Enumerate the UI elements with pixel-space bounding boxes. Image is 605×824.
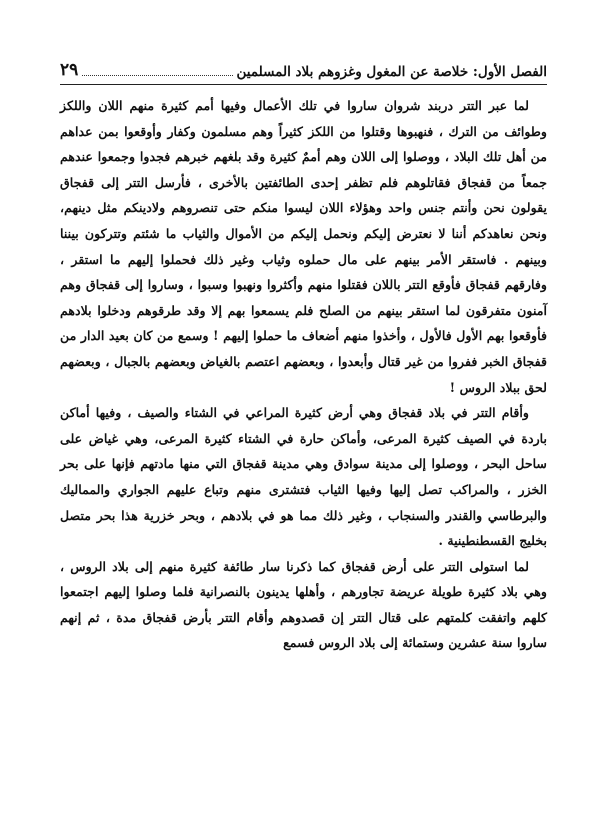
paragraph: لما استولى التتر على أرض قفجاق كما ذكرنا سار طائفة كثيرة منهم إلى بلاد الروس ، وهي بلاد كثيرة طويلة عريضة تجاورهم ، وأهلها يدينون بالنصرانية فلما وصلوا إليهم اجتمعوا كلهم واتفقت كلمتهم على قتال التتر إن قصدوهم وأقام التتر بأرض قفجاق مدة ، ثم إنهم ساروا سنة عشرين وستمائة إلى بلاد الروس فسمع: [60, 558, 547, 651]
paragraph: لما عبر التتر دربند شروان ساروا في تلك الأعمال وفيها أمم كثيرة منهم اللان واللكز وطوائف من الترك ، فنهبوها وقتلوا من اللكز كثيراً وهم مسلمون وكفار وأوقعوا بمن عداهم من أهل تلك البلاد ، ووصلوا إلى اللان وهم أممٌ كثيرة وقد بلغهم خبرهم فجدوا وجمعوا عندهم جمعاً من قفجاق فقاتلوهم فلم تظفر إحدى الطائفتين بالأخرى ، فأرسل التتر إلى قفجاق يقولون نحن وأنتم جنس واحد وهؤلاء اللان ليسوا منكم حتى تنصروهم ولادينكم مثل دينهم، ونحن نعاهدكم أننا لا نعترض إليكم ونحمل إليكم من الأموال والثياب ما شئتم وتتركون بيننا وبينهم . فاستقر الأمر بينهم على مال حملوه وثياب وغير ذلك فحملوا إليهم ما استقر ، وفارقهم قفجاق فأوقع التتر باللان فقتلوا منهم وأكثروا ونهبوا وسبوا ، وساروا إلى قفجاق وهم آمنون متفرقون لما استقر بينهم من الصلح فلم يسمعوا بهم إلا وقد طرقوهم ودخلوا بلادهم فأوقعوا بهم الأول فالأول ، وأخذوا منهم أضعاف ما حملوا إليهم ! وسمع من كان بعيد الدار من قفجاق الخبر ففروا من غير قتال وأبعدوا ، وبعضهم اعتصم بالغياض وبعضهم بالجبال ، وبعضهم لحق ببلاد الروس !: [60, 98, 547, 395]
running-header: [60, 58, 547, 80]
body-text: [60, 93, 547, 656]
header-leader-dots: [82, 75, 232, 76]
chapter-title: الفصل الأول: خلاصة عن المغول وغزوهم بلاد المسلمين: [236, 64, 547, 80]
paragraph: وأقام التتر في بلاد قفجاق وهي أرض كثيرة المراعي في الشتاء والصيف ، وفيها أماكن باردة في الصيف كثيرة المرعى، وأماكن حارة في الشتاء كثيرة المرعى، وهي غياض على ساحل البحر ، ووصلوا إلى مدينة سوادق وهي مدينة قفجاق التي منها مادتهم فإنها على بحر الخزر ، والمراكب تصل إليها وفيها الثياب فتشترى منهم وتباع عليهم الجواري والمماليك والبرطاسي والقندر والسنجاب ، وغير ذلك مما هو في بلادهم ، وبحر خزرية هذا بحر متصل بخليج القسطنطينية .: [60, 405, 547, 549]
header-divider: [60, 84, 547, 85]
page-number: ٢٩: [60, 60, 79, 80]
